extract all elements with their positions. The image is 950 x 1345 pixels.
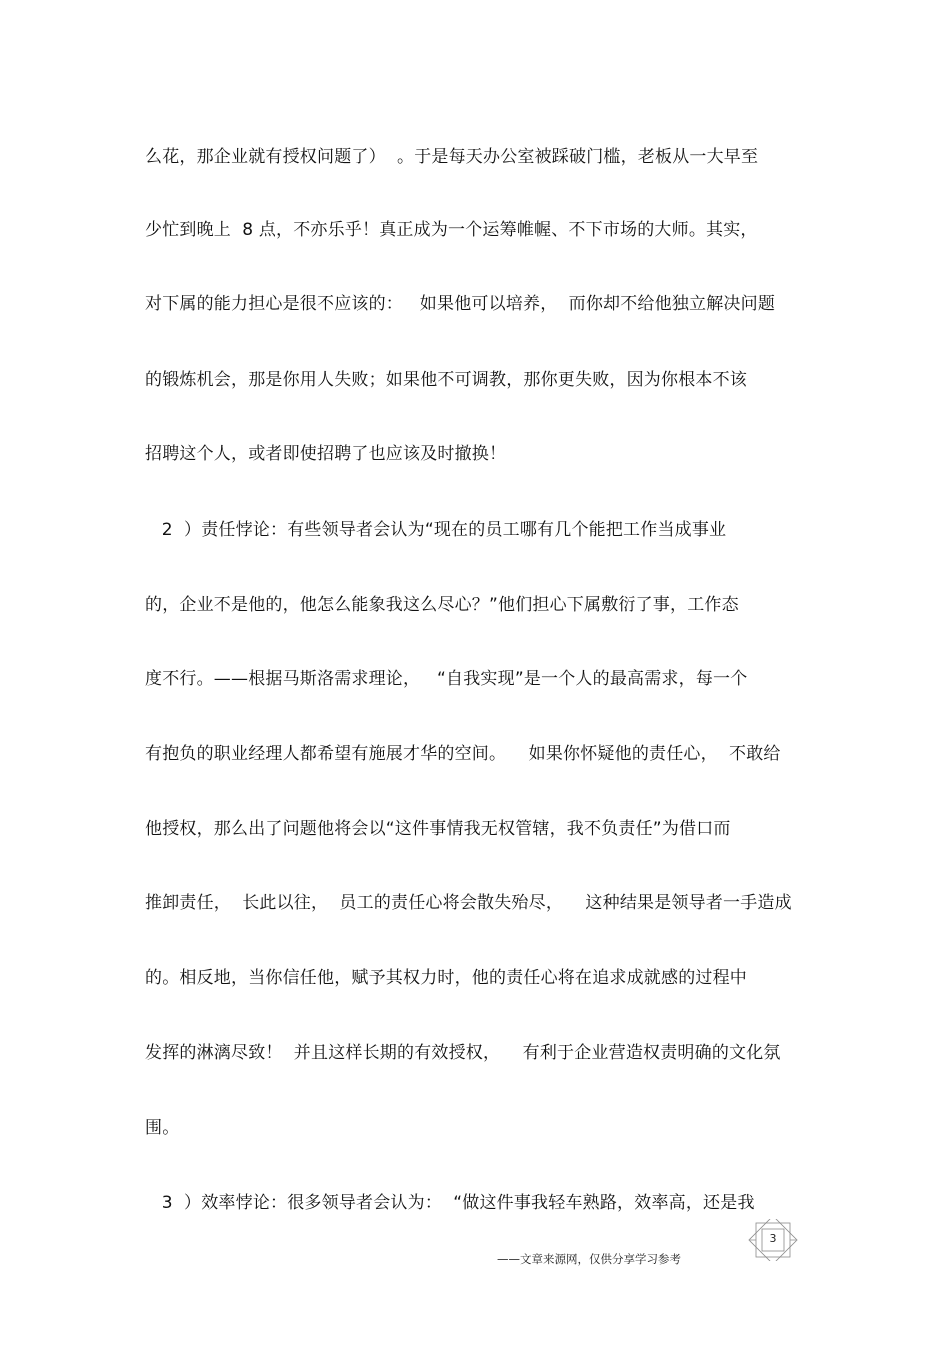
body-line: 3 ）效率悖论：很多领导者会认为： “做这件事我轻车熟路，效率高，还是我	[145, 1193, 755, 1213]
page-number: 3	[769, 1232, 777, 1245]
body-line: 围。	[145, 1118, 180, 1138]
body-line: 对下属的能力担心是很不应该的： 如果他可以培养， 而你却不给他独立解决问题	[145, 294, 776, 314]
body-line: 有抱负的职业经理人都希望有施展才华的空间。 如果你怀疑他的责任心， 不敢给	[145, 744, 781, 764]
body-line: 少忙到晚上 8 点，不亦乐乎！真正成为一个运筹帷幄、不下市场的大师。其实，	[145, 220, 758, 240]
body-line: 的，企业不是他的，他怎么能象我这么尽心？”他们担心下属敷衍了事，工作态	[145, 595, 739, 615]
body-line: 发挥的淋漓尽致！ 并且这样长期的有效授权， 有利于企业营造权责明确的文化氛	[145, 1043, 781, 1063]
body-line: 推卸责任， 长此以往， 员工的责任心将会散失殆尽， 这种结果是领导者一手造成	[145, 893, 792, 913]
body-line: 招聘这个人，或者即使招聘了也应该及时撤换！	[145, 444, 507, 464]
body-line: 的。相反地，当你信任他，赋予其权力时，他的责任心将在追求成就感的过程中	[145, 968, 747, 988]
footer-note: ——文章来源网，仅供分享学习参考	[497, 1252, 681, 1266]
body-line: 度不行。——根据马斯洛需求理论， “自我实现”是一个人的最高需求，每一个	[145, 669, 748, 689]
body-line: 的锻炼机会，那是你用人失败；如果他不可调教，那你更失败，因为你根本不该	[145, 370, 747, 390]
body-line: 2 ）责任悖论：有些领导者会认为“现在的员工哪有几个能把工作当成事业	[145, 520, 727, 540]
body-line: 么花，那企业就有授权问题了） 。于是每天办公室被踩破门槛，老板从一大早至	[145, 147, 759, 167]
page-number-badge	[748, 1219, 798, 1261]
body-line: 他授权，那么出了问题他将会以“这件事情我无权管辖，我不负责任”为借口而	[145, 819, 731, 839]
